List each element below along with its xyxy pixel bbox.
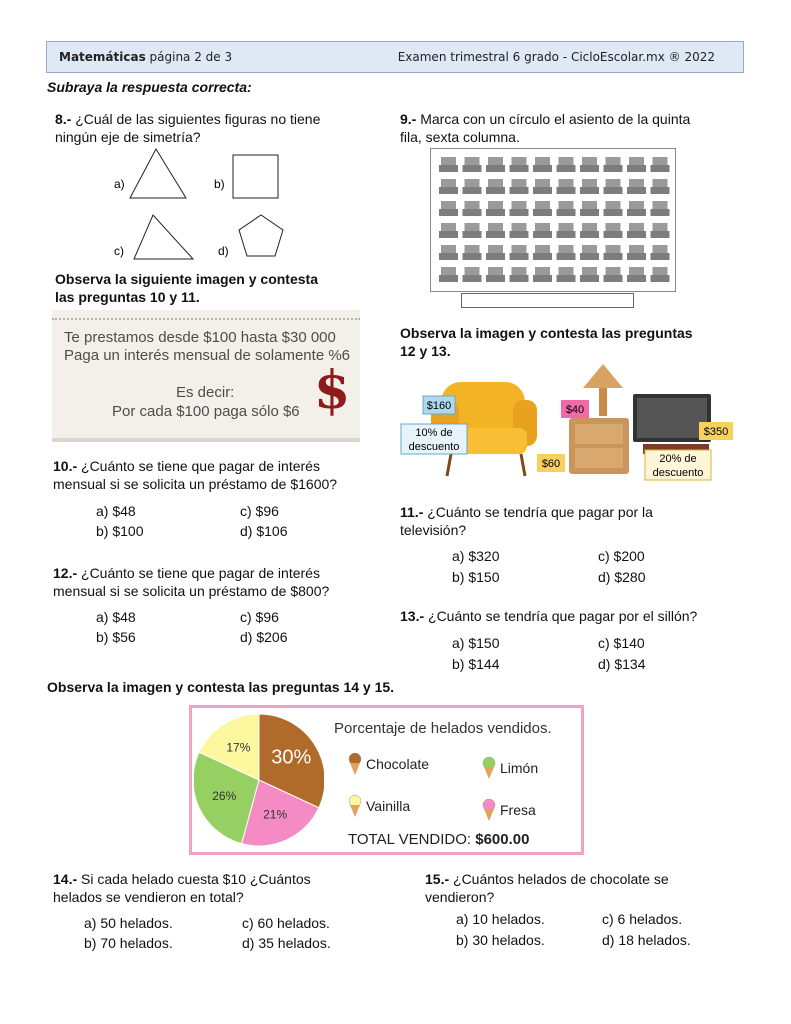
pie-label-vainilla: 17% <box>226 740 251 755</box>
q12-option-c[interactable]: c) $96 <box>240 609 279 625</box>
seat[interactable] <box>604 267 623 282</box>
question-11: 11.- ¿Cuánto se tendría que pagar por la televisión? <box>400 504 653 538</box>
seat[interactable] <box>510 157 529 172</box>
question-15: 15.- ¿Cuántos helados de chocolate se vendieron? <box>425 871 669 905</box>
q8-number: 8.- <box>55 111 72 127</box>
seat[interactable] <box>439 179 458 194</box>
q13-option-b[interactable]: b) $144 <box>452 656 500 672</box>
seating-chart <box>430 148 676 292</box>
seat[interactable] <box>557 201 576 216</box>
sofa-discount-2: descuento <box>408 441 460 453</box>
seat[interactable] <box>510 201 529 216</box>
seat[interactable] <box>627 245 646 260</box>
seat[interactable] <box>463 179 482 194</box>
q14-option-c[interactable]: c) 60 helados. <box>242 915 330 931</box>
seat[interactable] <box>463 157 482 172</box>
seat[interactable] <box>627 201 646 216</box>
instruction: Subraya la respuesta correcta: <box>47 79 252 95</box>
seat[interactable] <box>533 201 552 216</box>
legend-item-limn <box>482 756 538 780</box>
seat[interactable] <box>439 201 458 216</box>
seat[interactable] <box>557 267 576 282</box>
page-number: página 2 de 3 <box>145 50 233 64</box>
seat[interactable] <box>580 267 599 282</box>
q8-text-1: ¿Cuál de las siguientes figuras no tiene <box>71 111 321 127</box>
seat[interactable] <box>604 157 623 172</box>
observe-instruction-2: Observa la imagen y contesta las preguntas 12 y 13. <box>400 325 693 359</box>
seat[interactable] <box>510 245 529 260</box>
seat[interactable] <box>486 245 505 260</box>
q15-option-a[interactable]: a) 10 helados. <box>456 911 545 927</box>
sofa-price-tag: $160 <box>426 400 452 412</box>
question-12: 12.- ¿Cuánto se tiene que pagar de interés mensual si se solicita un préstamo de $800? <box>53 565 330 599</box>
q14-option-d[interactable]: d) 35 helados. <box>242 935 331 951</box>
q12-option-d[interactable]: d) $206 <box>240 629 288 645</box>
q11-option-d[interactable]: d) $280 <box>598 569 646 585</box>
q15-option-c[interactable]: c) 6 helados. <box>602 911 683 927</box>
seat-grid <box>431 149 675 291</box>
total-sold-value: $600.00 <box>475 831 530 848</box>
subject-label: Matemáticas <box>59 50 146 64</box>
loan-offer-line-4: Por cada $100 paga sólo $6 <box>112 403 300 420</box>
seat[interactable] <box>627 179 646 194</box>
q9-text-2: fila, sexta columna. <box>400 129 520 145</box>
seat[interactable] <box>627 267 646 282</box>
q9-text-1: Marca con un círculo el asiento de la quinta <box>416 111 691 127</box>
triangle-figure-a <box>130 149 186 198</box>
stage-board <box>461 293 634 308</box>
ice-cream-pie-chart <box>194 710 324 850</box>
seat[interactable] <box>604 201 623 216</box>
seat[interactable] <box>486 223 505 238</box>
q13-option-a[interactable]: a) $150 <box>452 635 500 651</box>
pie-label-chocolate: 30% <box>271 746 312 769</box>
legend-label: Limón <box>500 760 539 776</box>
figure-label-b: b) <box>214 177 225 191</box>
total-sold-label: TOTAL VENDIDO: <box>348 831 476 848</box>
seat[interactable] <box>463 245 482 260</box>
question-10: 10.- ¿Cuánto se tiene que pagar de interés mensual si se solicita un préstamo de $1600? <box>53 458 338 492</box>
ice-cream-chart-frame <box>189 705 584 855</box>
seat[interactable] <box>557 179 576 194</box>
seat[interactable] <box>580 157 599 172</box>
seat[interactable] <box>486 179 505 194</box>
q13-option-d[interactable]: d) $134 <box>598 656 646 672</box>
loan-offer-line-1: Te prestamos desde $100 hasta $30 000 <box>64 329 336 346</box>
q10-option-c[interactable]: c) $96 <box>240 503 279 519</box>
legend-item-chocolate <box>348 752 429 776</box>
q12-option-b[interactable]: b) $56 <box>96 629 136 645</box>
seat[interactable] <box>510 179 529 194</box>
seat[interactable] <box>580 223 599 238</box>
seat[interactable] <box>651 157 670 172</box>
tv-discount-1: 20% de <box>659 453 697 465</box>
q14-option-b[interactable]: b) 70 helados. <box>84 935 173 951</box>
symmetry-figures <box>100 143 300 265</box>
tv-price-tag: $350 <box>703 426 729 438</box>
seat[interactable] <box>439 245 458 260</box>
seat[interactable] <box>463 223 482 238</box>
seat[interactable] <box>439 157 458 172</box>
legend-label: Chocolate <box>366 756 430 772</box>
question-14: 14.- Si cada helado cuesta $10 ¿Cuántos helados se vendieron en total? <box>53 871 311 905</box>
square-figure-b <box>233 155 278 198</box>
seat[interactable] <box>510 223 529 238</box>
seat[interactable] <box>439 267 458 282</box>
seat[interactable] <box>533 267 552 282</box>
figure-label-c: c) <box>114 244 124 258</box>
question-8 <box>55 110 320 146</box>
nightstand-picture <box>569 418 629 474</box>
seat[interactable] <box>486 201 505 216</box>
seat[interactable] <box>651 267 670 282</box>
q13-option-c[interactable]: c) $140 <box>598 635 645 651</box>
seat[interactable] <box>651 179 670 194</box>
seat[interactable] <box>604 245 623 260</box>
q11-option-b[interactable]: b) $150 <box>452 569 500 585</box>
q12-option-a[interactable]: a) $48 <box>96 609 136 625</box>
scalene-triangle-figure-c <box>134 215 193 259</box>
pie-label-limn: 26% <box>212 789 237 804</box>
seat[interactable] <box>651 245 670 260</box>
seat[interactable] <box>533 245 552 260</box>
q11-option-c[interactable]: c) $200 <box>598 548 645 564</box>
figure-label-a: a) <box>114 177 125 191</box>
q15-option-d[interactable]: d) 18 helados. <box>602 932 691 948</box>
legend-item-fresa <box>482 798 536 822</box>
chart-title: Porcentaje de helados vendidos. <box>334 720 552 737</box>
exam-title: Examen trimestral 6 grado - CicloEscolar.mx ® 2022 <box>397 50 715 64</box>
furniture-price-image <box>397 360 742 485</box>
q8-text-2: ningún eje de simetría? <box>55 129 201 145</box>
q10-option-b[interactable]: b) $100 <box>96 523 144 539</box>
ice-cream-icon <box>348 794 362 818</box>
seat[interactable] <box>580 201 599 216</box>
seat[interactable] <box>557 157 576 172</box>
question-9 <box>400 110 690 146</box>
loan-sign <box>52 310 360 442</box>
seat[interactable] <box>604 179 623 194</box>
pie-label-fresa: 21% <box>263 807 288 822</box>
pentagon-figure-d <box>239 215 283 256</box>
seat[interactable] <box>557 223 576 238</box>
page-header <box>46 41 744 73</box>
total-sold <box>348 831 529 848</box>
loan-offer-line-3: Es decir: <box>176 384 235 401</box>
ice-cream-icon <box>482 798 496 822</box>
lamp-price-tag: $40 <box>565 404 585 416</box>
table-price-tag: $60 <box>541 458 561 470</box>
tv-discount-2: descuento <box>652 467 704 479</box>
sofa-discount-1: 10% de <box>415 427 453 439</box>
seat[interactable] <box>439 223 458 238</box>
seat[interactable] <box>557 245 576 260</box>
seat[interactable] <box>463 201 482 216</box>
observe-instruction-3: Observa la imagen y contesta las preguntas 14 y 15. <box>47 679 395 695</box>
observe-instruction-1: Observa la siguiente imagen y contesta las preguntas 10 y 11. <box>55 271 318 305</box>
seat[interactable] <box>651 201 670 216</box>
loan-offer-line-2: Paga un interés mensual de solamente %6 <box>64 347 351 364</box>
dollar-sign-icon: $ <box>314 360 351 421</box>
legend-label: Vainilla <box>366 798 411 814</box>
seat[interactable] <box>627 157 646 172</box>
seat[interactable] <box>651 223 670 238</box>
legend-item-vainilla <box>348 794 410 818</box>
q9-number: 9.- <box>400 111 417 127</box>
figure-label-d: d) <box>218 244 229 258</box>
seat[interactable] <box>510 267 529 282</box>
seat[interactable] <box>486 157 505 172</box>
legend-label: Fresa <box>500 802 536 818</box>
ice-cream-icon <box>482 756 496 780</box>
ice-cream-icon <box>348 752 362 776</box>
seat[interactable] <box>580 179 599 194</box>
seat[interactable] <box>486 267 505 282</box>
q10-option-d[interactable]: d) $106 <box>240 523 288 539</box>
q11-option-a[interactable]: a) $320 <box>452 548 500 564</box>
q10-option-a[interactable]: a) $48 <box>96 503 136 519</box>
seat[interactable] <box>533 157 552 172</box>
seat[interactable] <box>604 223 623 238</box>
seat[interactable] <box>627 223 646 238</box>
q15-option-b[interactable]: b) 30 helados. <box>456 932 545 948</box>
q14-option-a[interactable]: a) 50 helados. <box>84 915 173 931</box>
seat[interactable] <box>580 245 599 260</box>
seat[interactable] <box>463 267 482 282</box>
question-13: 13.- ¿Cuánto se tendría que pagar por el sillón? <box>400 608 698 624</box>
seat[interactable] <box>533 179 552 194</box>
sign-top-stitch <box>52 318 360 328</box>
seat[interactable] <box>533 223 552 238</box>
